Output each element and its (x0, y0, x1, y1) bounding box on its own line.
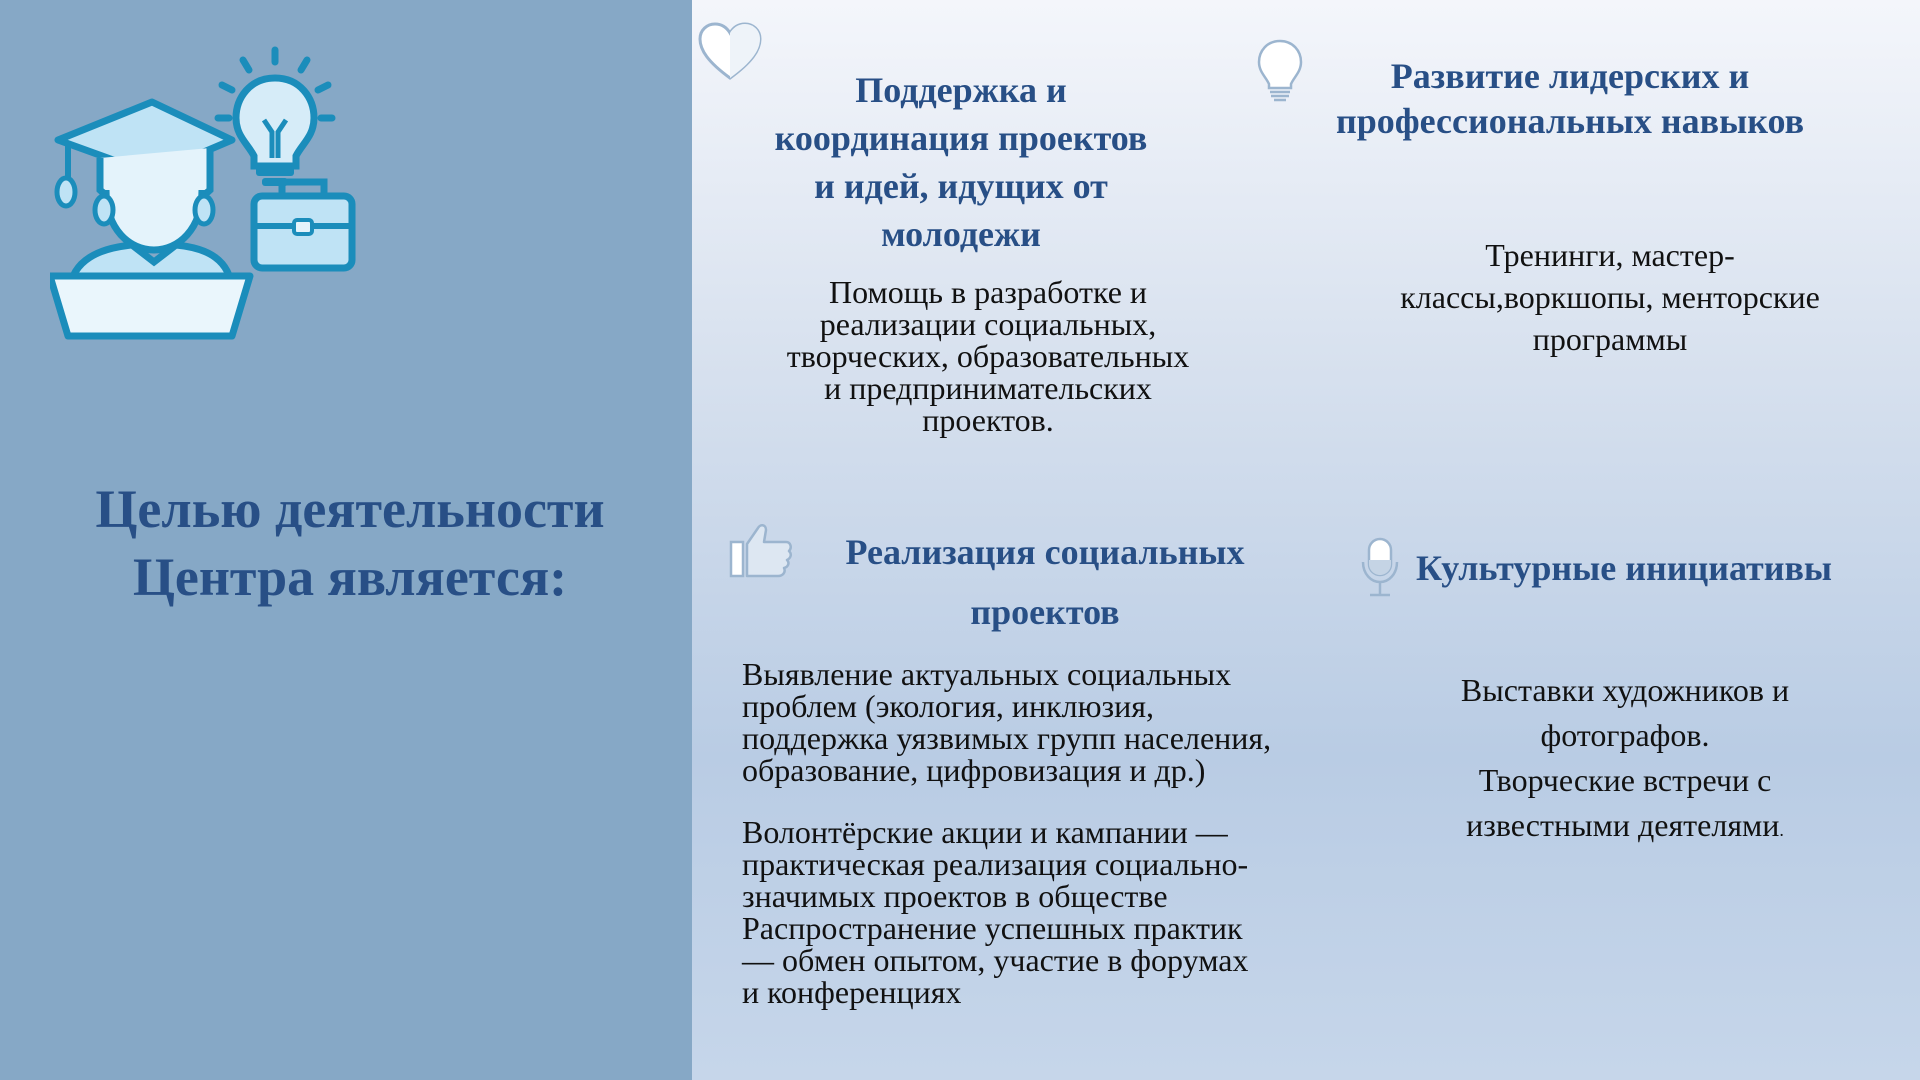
text-line-with-dot (1400, 803, 1850, 853)
text-fragment: известными деятелями (1466, 807, 1780, 843)
text-line: Тренинги, мастер- (1485, 237, 1735, 273)
text-line: Выставки художников и (1460, 672, 1790, 708)
title-line: молодежи (881, 214, 1041, 254)
text-line: реализации социальных, (819, 306, 1157, 342)
lightbulb-icon (1256, 38, 1304, 104)
text-line: Волонтёрские акции и кампании — (742, 814, 1228, 850)
support-block-title (748, 66, 1174, 258)
text-line: поддержка уязвимых групп населения, (742, 720, 1272, 756)
text-line: Помощь в разработке и (828, 274, 1148, 310)
graduate-with-laptop-icon (50, 40, 360, 350)
text-line: классы,воркшопы, менторские (1400, 279, 1820, 315)
text-line: образование, цифровизация и др.) (742, 752, 1206, 788)
text-line: фотографов. (1540, 717, 1710, 753)
trailing-dot: . (1779, 820, 1784, 840)
title-line: координация проектов (774, 118, 1148, 158)
title-line: проектов (970, 592, 1120, 632)
main-title (40, 475, 660, 611)
leadership-block-text (1330, 234, 1890, 360)
social-block-title (800, 522, 1290, 642)
text-line: — обмен опытом, участие в форумах (742, 942, 1249, 978)
text-line: проектов. (922, 402, 1054, 438)
culture-block-text (1400, 668, 1850, 853)
text-line: практическая реализация социально- (742, 846, 1249, 882)
text-line: значимых проектов в обществе (742, 878, 1168, 914)
left-panel (0, 0, 692, 1080)
text-line: творческих, образовательных (786, 338, 1190, 374)
text-line: и конференциях (742, 974, 962, 1010)
text-line: проблем (экология, инклюзия, (742, 688, 1155, 724)
social-paragraph (742, 816, 1362, 1008)
microphone-icon (1358, 536, 1402, 600)
text-line: Распространение успешных практик (742, 910, 1243, 946)
text-line: Творческие встречи с (1478, 762, 1772, 798)
title-line: и идей, идущих от (814, 166, 1108, 206)
title-line: профессиональных навыков (1335, 101, 1805, 141)
title-line: Поддержка и (855, 70, 1067, 110)
text-line: Выявление актуальных социальных (742, 656, 1232, 692)
main-title-line: Центра является: (132, 547, 568, 607)
support-block-text (752, 276, 1224, 436)
main-title-line: Целью деятельности (95, 479, 605, 539)
thumbs-up-icon (728, 520, 794, 580)
social-paragraph (742, 658, 1362, 786)
title-line: Развитие лидерских и (1390, 56, 1750, 96)
title-line: Реализация социальных (845, 532, 1245, 572)
culture-block-title: Культурные инициативы (1416, 548, 1832, 588)
text-line: и предпринимательских (824, 370, 1152, 406)
social-block-text (742, 658, 1362, 1008)
text-line: программы (1532, 321, 1688, 357)
leadership-block-title (1300, 54, 1840, 144)
